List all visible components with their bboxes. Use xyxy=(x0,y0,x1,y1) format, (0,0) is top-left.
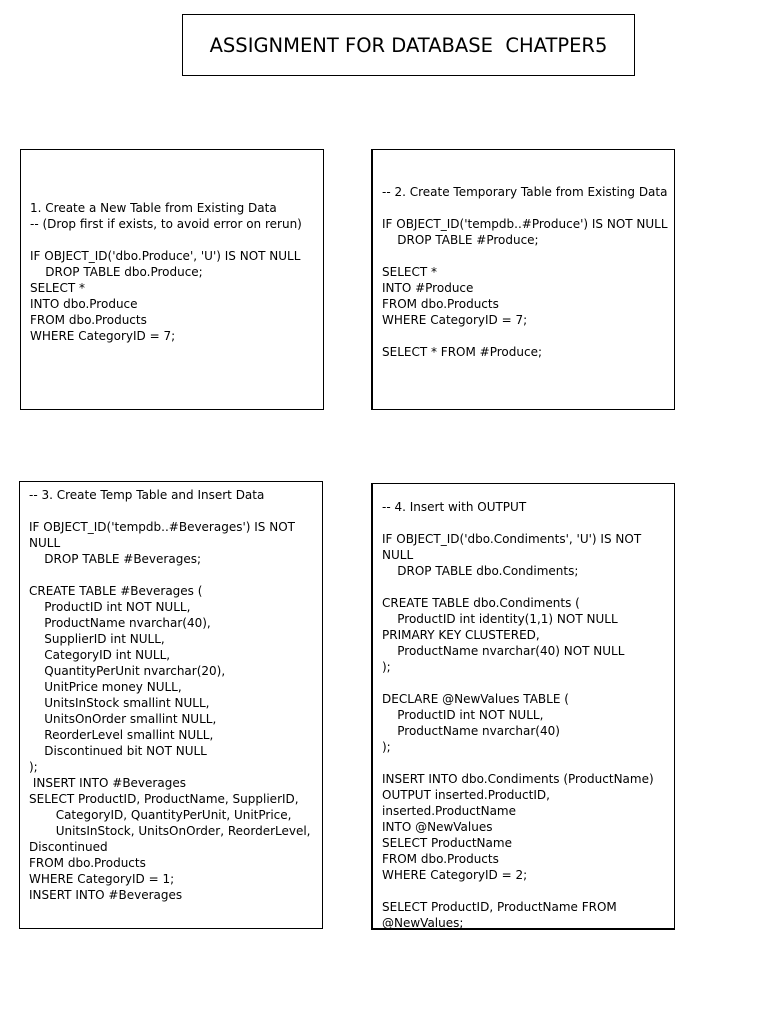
code-block-4: -- 4. Insert with OUTPUT IF OBJECT_ID('dbo.Condiments', 'U') IS NOT NULL DROP TABLE dbo.Condiments; CREATE TABLE dbo.Condiments ( ProductID int identity(1,1) NOT NULL PRIMARY KEY CLUSTERED, ProductName nvarchar(40) NOT NULL ); DECLARE @NewValues TABLE ( ProductID int NOT NULL, ProductName nvarchar(40) ); INSERT INTO dbo.Condiments (ProductName) OUTPUT inserted.ProductID, inserted.ProductName INTO @NewValues SELECT ProductName FROM dbo.Products WHERE CategoryID = 2; SELECT ProductID, ProductName FROM @NewValues; xyxy=(382,500,654,930)
code-block-3: -- 3. Create Temp Table and Insert Data IF OBJECT_ID('tempdb..#Beverages') IS NOT NULL DROP TABLE #Beverages; CREATE TABLE #Beverages ( ProductID int NOT NULL, ProductName nvarchar(40), SupplierID int NULL, CategoryID int NULL, QuantityPerUnit nvarchar(20), UnitPrice money NULL, UnitsInStock smallint NULL, UnitsOnOrder smallint NULL, ReorderLevel smallint NULL, Discontinued bit NOT NULL ); INSERT INTO #Beverages SELECT ProductID, ProductName, SupplierID, CategoryID, QuantityPerUnit, UnitPrice, UnitsInStock, UnitsOnOrder, ReorderLevel, Discontinued FROM dbo.Products WHERE CategoryID = 1; INSERT INTO #Beverages xyxy=(29,488,311,902)
code-block-1: 1. Create a New Table from Existing Data -- (Drop first if exists, to avoid error on rerun) IF OBJECT_ID('dbo.Produce', 'U') IS NOT NULL DROP TABLE dbo.Produce; SELECT * INTO dbo.Produce FROM dbo.Products WHERE CategoryID = 7; xyxy=(30,201,302,343)
code-box-1 xyxy=(20,149,324,410)
code-box-3 xyxy=(19,481,323,929)
title-box xyxy=(182,14,635,76)
code-box-2 xyxy=(371,149,675,410)
code-box-4 xyxy=(371,483,675,930)
page-title: ASSIGNMENT FOR DATABASE CHATPER5 xyxy=(209,33,608,57)
code-block-2: -- 2. Create Temporary Table from Existing Data IF OBJECT_ID('tempdb..#Produce') IS NOT NULL DROP TABLE #Produce; SELECT * INTO #Produce FROM dbo.Products WHERE CategoryID = 7; SELECT * FROM #Produce; xyxy=(382,185,668,359)
